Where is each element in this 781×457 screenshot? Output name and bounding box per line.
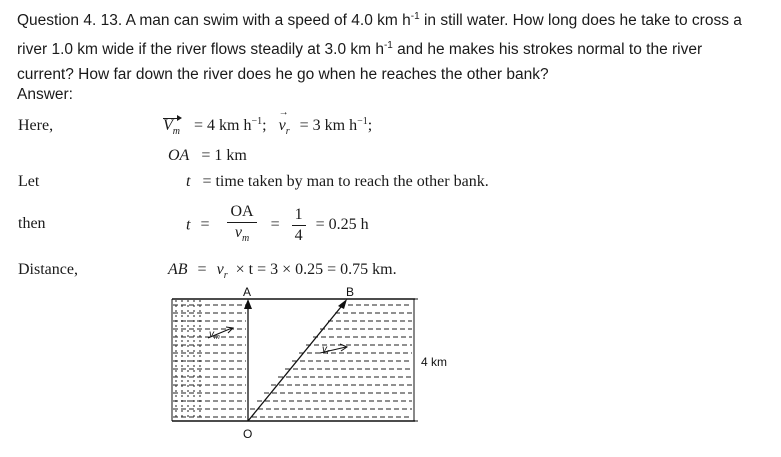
- vr-symbol: $v_r$ →: [279, 117, 290, 137]
- t-calculation: t = $\frac{OA}{v_m}$ = $\frac{1}{4}$ = 0.25 h: [186, 202, 369, 249]
- vm-label: $v_m$: [209, 329, 220, 341]
- water-lines: [173, 305, 412, 417]
- ob-line: [248, 302, 345, 421]
- distance-label: Distance,: [18, 261, 78, 278]
- question-line-1: Question 4. 13. A man can swim with a speed of 4.0 km $h^{-1}$ in still water. How long does he take to cross a: [17, 11, 742, 29]
- ab-equation: AB = $v_r \times t = 3 \times 0.25 = 0.75$ km.: [168, 261, 397, 282]
- oa-arrowhead: [244, 299, 252, 309]
- question-line-3: current? How far down the river does he go when he reaches the other bank?: [17, 66, 549, 83]
- t-definition: t = time taken by man to reach the other bank.: [186, 173, 489, 190]
- question-line-2: river 1.0 km wide if the river flows steadily at 3.0 km $h^{-1}$ and he makes his strokes normal to the river: [17, 40, 703, 58]
- fraction-oa-vm: $\frac{OA}{v_m}$: [227, 202, 256, 249]
- point-b-label: B: [346, 285, 355, 299]
- point-a-label: A: [243, 285, 252, 299]
- vr-label: $v_r$: [322, 344, 330, 356]
- point-o-label: O: [243, 427, 253, 441]
- here-label: Here,: [18, 117, 54, 134]
- vm-symbol: $V_m$: [163, 117, 181, 138]
- then-label: then: [18, 215, 46, 232]
- answer-label: Answer:: [17, 86, 73, 103]
- given-velocities: $V_m = 4$ km $h^{-1}$; $v_r$ → = 3 km $h^{-1}$;: [163, 116, 372, 137]
- let-label: Let: [18, 173, 40, 190]
- fraction-one-quarter: $\frac{1}{4}$: [292, 205, 306, 246]
- oa-equation: OA = 1 km: [168, 147, 247, 164]
- ob-arrowhead: [338, 299, 347, 309]
- width-label: 4 km: [421, 355, 448, 369]
- water-ticks: [176, 300, 200, 420]
